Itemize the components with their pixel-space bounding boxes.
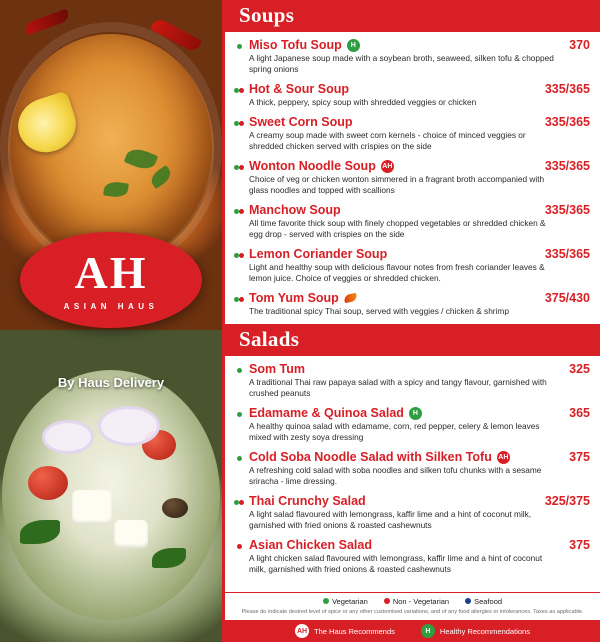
menu-item-price: 370: [569, 38, 590, 52]
menu-item-description: The traditional spicy Thai soup, served with veggies / chicken & shrimp: [249, 306, 509, 317]
legend-label: Non - Vegetarian: [392, 596, 450, 606]
diet-indicator-icon: [237, 44, 242, 49]
menu-item-name-group: [249, 159, 394, 173]
legend-label: Vegetarian: [331, 596, 368, 606]
menu-item-price: 375: [569, 449, 590, 464]
menu-item-description: A light Japanese soup made with a soybean broth, seaweed, silken tofu & chopped spring onions: [249, 53, 554, 75]
diet-indicator-icon: [237, 412, 242, 417]
menu-item-description: A light salad flavoured with lemongrass, kaffir lime and a hint of coconut milk, garnished with fried onions & roasted cashewnuts: [249, 509, 532, 530]
haus-recommends-badge-icon: AH: [295, 624, 309, 638]
brand-logo: [20, 232, 202, 328]
diet-indicator-icon: [237, 368, 242, 373]
menu-item-price: 335/365: [544, 246, 590, 261]
menu-item-name-group: [249, 38, 360, 52]
spicy-chilli-icon: [343, 293, 357, 304]
legend-item: [384, 597, 449, 606]
menu-item[interactable]: [237, 247, 590, 284]
menu-item-name: Hot & Sour Soup: [249, 81, 349, 96]
menu-item[interactable]: [237, 291, 590, 317]
menu-item-header: [249, 247, 590, 261]
menu-item-name: Tom Yum Soup: [249, 290, 339, 305]
menu-item-list: [225, 32, 600, 317]
menu-item[interactable]: [237, 159, 590, 196]
olive-icon: [162, 498, 188, 518]
haus-recommends-badge-icon: AH: [381, 160, 394, 173]
recommendation-label: Healthy Recommendations: [439, 626, 530, 636]
menu-item-header: [249, 291, 590, 305]
legend-swatch-icon: [384, 598, 390, 604]
menu-item-name-group: [249, 362, 305, 376]
brand-tagline: By Haus Delivery: [57, 375, 165, 390]
menu-footer: [225, 592, 600, 642]
menu-item-name: Wonton Noodle Soup: [249, 159, 376, 174]
healthy-badge-icon: H: [409, 407, 422, 420]
diet-indicator-icon: [234, 500, 239, 505]
recommendation-bar: [225, 620, 600, 642]
footer-note: Please do indicate desired level of spice or any other customised variations, and of any food allergies or intolerances. Taxes as applicable.: [241, 608, 584, 615]
menu-item-name: Thai Crunchy Salad: [249, 493, 366, 508]
menu-item-name-group: [249, 203, 341, 217]
section-header: [225, 0, 600, 32]
menu-item-price: 335/365: [544, 202, 590, 217]
menu-item[interactable]: [237, 115, 590, 152]
legend-item: [323, 597, 368, 606]
diet-indicator-icon: [234, 253, 239, 258]
menu-item-name: Edamame & Quinoa Salad: [249, 405, 404, 420]
menu-item-description: A thick, peppery, spicy soup with shredded veggies or chicken: [249, 97, 477, 108]
menu-item-name: Cold Soba Noodle Salad with Silken Tofu: [249, 449, 492, 464]
menu-item-header: [249, 203, 590, 217]
menu-item-name-group: [249, 538, 372, 552]
menu-item-price: 335/365: [544, 81, 590, 96]
menu-item-header: [249, 159, 590, 173]
menu-item-header: [249, 450, 590, 464]
menu-item[interactable]: [237, 538, 590, 575]
menu-item-header: [249, 494, 590, 508]
menu-item[interactable]: [237, 494, 590, 531]
diet-indicator-icon: [237, 456, 242, 461]
legend-swatch-icon: [323, 598, 329, 604]
diet-indicator-icon: [234, 121, 239, 126]
menu-item-description: All time favorite thick soup with finely chopped vegetables or shredded chicken & egg drop - served with crispies on the side: [249, 218, 546, 240]
menu-item-name-group: [249, 494, 366, 508]
menu-item-name-group: [249, 247, 387, 261]
menu-item-description: A refreshing cold salad with soba noodles and silken tofu chunks with a sesame sriracha - lime dressing.: [249, 465, 542, 487]
healthy-badge-icon: H: [347, 39, 360, 52]
menu-item[interactable]: [237, 406, 590, 443]
menu-item-description: A traditional Thai raw papaya salad with a spicy and tangy flavour, garnished with crushed peanuts: [249, 377, 547, 399]
menu-item-header: [249, 538, 590, 552]
lettuce-leaf-icon: [152, 548, 186, 568]
menu-item-header: [249, 38, 590, 52]
section-title: Salads: [239, 327, 300, 351]
menu-item[interactable]: [237, 450, 590, 487]
menu-item[interactable]: [237, 362, 590, 399]
menu-item-price: 335/365: [544, 159, 590, 174]
menu-item-price: 365: [569, 405, 590, 420]
healthy-badge-icon: H: [421, 624, 435, 638]
menu-content-panel: [222, 0, 600, 642]
lettuce-leaf-icon: [20, 520, 60, 544]
brand-logo-text: AH: [74, 246, 148, 298]
menu-item-header: [249, 82, 590, 96]
menu-sections: [225, 0, 600, 575]
menu-item-list: [225, 356, 600, 575]
recommendation-legend-item: [295, 624, 395, 638]
menu-item-price: 335/365: [544, 115, 590, 130]
menu-item-name: Miso Tofu Soup: [249, 38, 342, 52]
menu-item[interactable]: [237, 38, 590, 75]
menu-item[interactable]: [237, 82, 590, 108]
diet-indicator-icon: [234, 209, 239, 214]
section-header: [225, 324, 600, 356]
feta-cube-icon: [114, 520, 148, 548]
menu-item[interactable]: [237, 203, 590, 240]
left-image-panel: [0, 0, 222, 642]
salad-bowl-image: [2, 370, 220, 620]
menu-item-description: Light and healthy soup with delicious flavour notes from fresh coriander leaves & lemon juice. Choice of veggies or shredded chicken.: [249, 262, 545, 284]
tomato-icon: [28, 466, 68, 500]
section-title: Soups: [239, 3, 295, 27]
onion-ring-icon: [42, 420, 94, 454]
menu-item-name-group: [249, 450, 510, 464]
menu-item-price: 375: [569, 537, 590, 552]
recommendation-legend-item: [421, 624, 530, 638]
menu-item-header: [249, 115, 590, 129]
menu-item-description: A healthy quinoa salad with edamame, corn, red pepper, celery & lemon leaves mixed with zesty soya dressing: [249, 421, 540, 443]
chilli-pepper-icon: [23, 8, 70, 35]
menu-item-name: Manchow Soup: [249, 202, 341, 217]
onion-ring-icon: [98, 406, 160, 446]
menu-item-price: 325: [569, 362, 590, 376]
diet-indicator-icon: [234, 165, 239, 170]
diet-indicator-icon: [237, 544, 242, 549]
menu-item-name: Lemon Coriander Soup: [249, 246, 388, 261]
menu-item-name: Asian Chicken Salad: [249, 537, 372, 552]
menu-item-header: [249, 406, 590, 420]
diet-indicator-icon: [234, 88, 239, 93]
menu-item-description: A creamy soup made with sweet corn kernels - choice of minced veggies or shredded chicken served with crispies on the side: [249, 130, 526, 152]
legend-item: [465, 597, 502, 606]
menu-item-description: Choice of veg or chicken wonton simmered in a fragrant broth accompanied with glass noodles and topped with scallions: [249, 174, 545, 196]
brand-logo-subtitle: ASIAN HAUS: [63, 301, 159, 311]
feta-cube-icon: [72, 490, 112, 524]
menu-item-price: 375/430: [544, 290, 590, 305]
menu-item-name-group: [249, 82, 349, 96]
haus-recommends-badge-icon: AH: [497, 451, 510, 464]
menu-item-name: Sweet Corn Soup: [249, 115, 353, 130]
legend-label: Seafood: [474, 596, 503, 606]
menu-item-price: 325/375: [544, 493, 590, 508]
legend-swatch-icon: [465, 598, 471, 604]
menu-item-description: A light chicken salad flavoured with lemongrass, kaffir lime and a hint of coconut milk, garnished with fried onions & roasted cashewnuts: [249, 553, 543, 574]
menu-item-name: Som Tum: [249, 362, 306, 376]
menu-item-name-group: [249, 406, 422, 420]
diet-indicator-icon: [234, 297, 239, 302]
recommendation-label: The Haus Recommends: [314, 626, 395, 636]
menu-item-name-group: [249, 291, 357, 305]
menu-item-name-group: [249, 115, 352, 129]
menu-item-header: [249, 362, 590, 376]
diet-legend: [225, 592, 600, 609]
